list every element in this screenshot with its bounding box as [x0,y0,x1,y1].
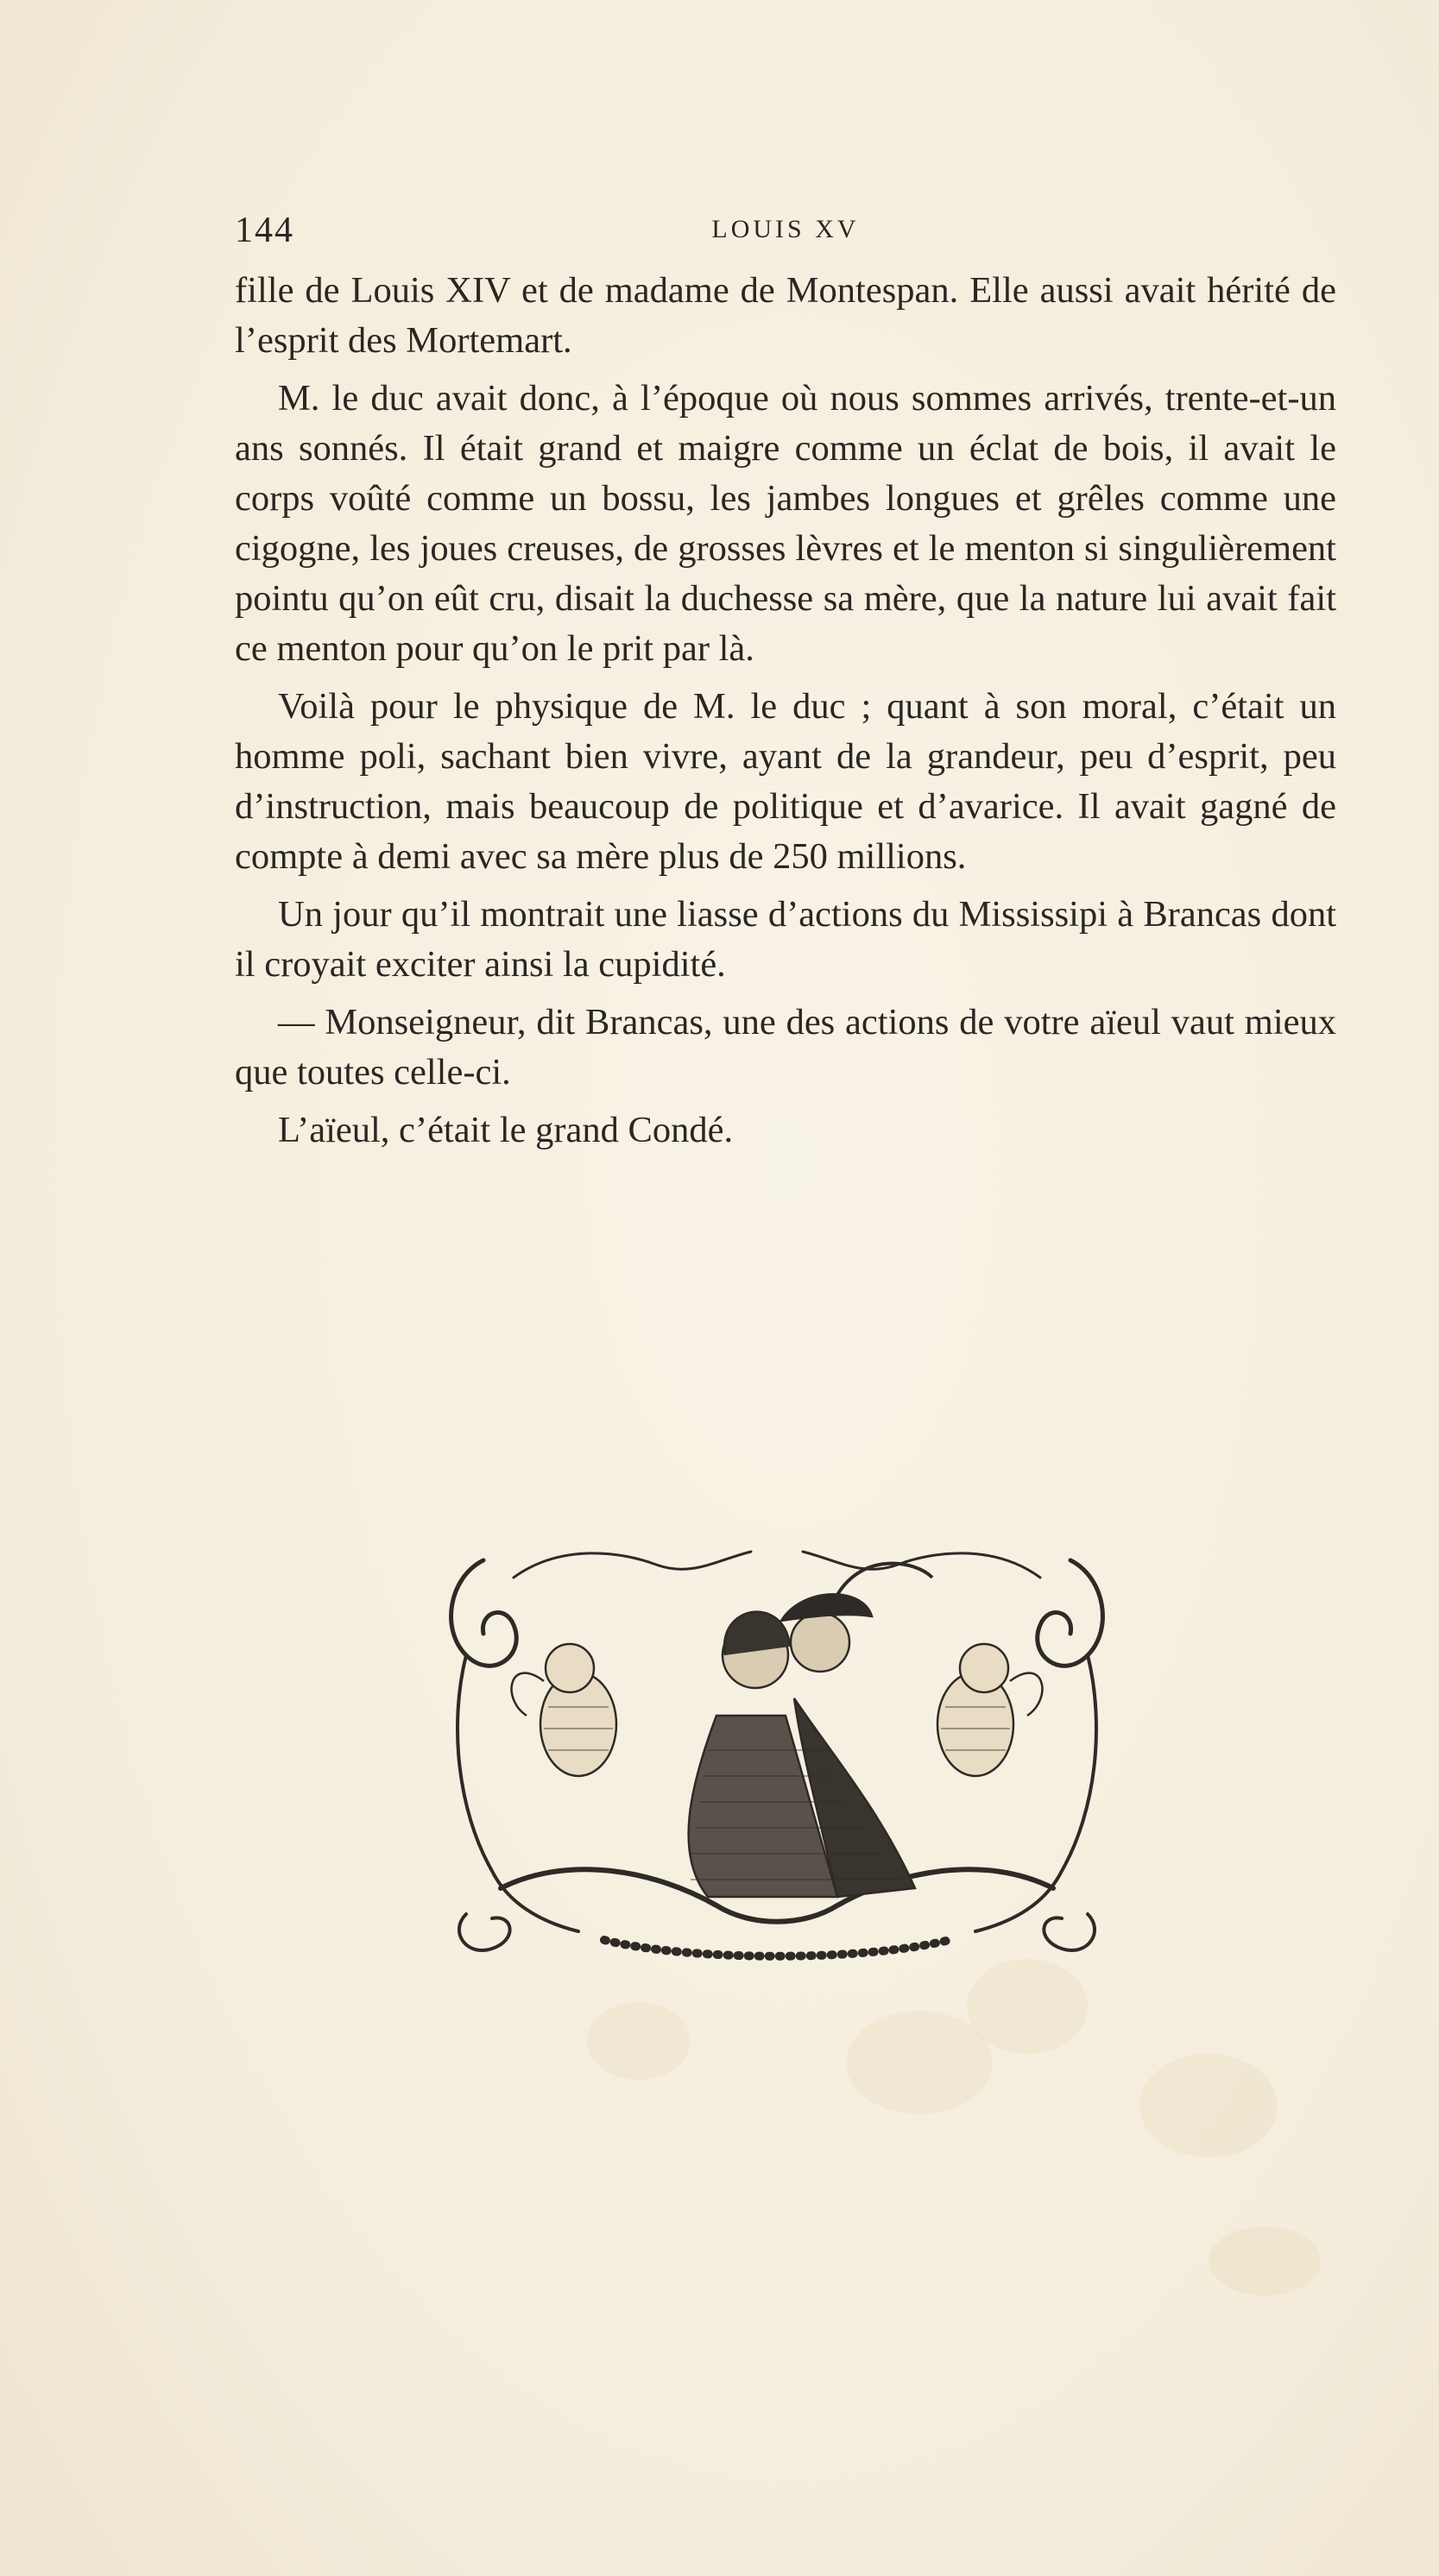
base-curl-left [459,1914,510,1950]
garland [604,1940,950,1956]
paper-stain [587,2002,691,2080]
cherub-left-head [546,1644,594,1692]
base-curl-right [1044,1914,1095,1950]
paragraph: Voilà pour le physique de M. le duc ; quant à son moral, c’était un homme poli, sachant bien vivre, ayant de la grandeur, peu d’esprit, peu d’instruction, mais beaucoup de politique et d’avarice. Il avait gagné de compte à demi avec sa mère plus de 250 millions. [235,686,1336,877]
paper-stain [1139,2054,1278,2157]
frame-top-right [803,1552,1040,1578]
page-number: 144 [235,211,294,250]
paragraph: Un jour qu’il montrait une liasse d’actions du Mississipi à Brancas dont il croyait exciter ainsi la cupidité. [235,894,1336,985]
paper-stain [1209,2226,1321,2296]
paper-stain [846,2011,993,2114]
running-title: LOUIS XV [711,215,860,243]
paragraph: — Monseigneur, dit Brancas, une des actions de votre aïeul vaut mieux que toutes celle-ci. [235,1002,1336,1093]
paragraph: M. le duc avait donc, à l’époque où nous sommes arrivés, trente-et-un ans sonnés. Il était grand et maigre comme un éclat de bois, il avait le corps voûté comme un bossu, les jambes longues et grêles comme une cigogne, les joues creuses, de grosses lèvres et le menton si singulièrement pointu qu’on eût cru, disait la duchesse sa mère, que la nature lui avait fait ce menton pour qu’on le prit par là. [235,378,1336,669]
cherub-left-wing [512,1673,544,1716]
cavalier-head [791,1613,849,1672]
acanthus-scroll-left [451,1560,517,1666]
acanthus-scroll-right [1038,1560,1103,1666]
cherub-right-wing [1010,1673,1042,1716]
paper-stain [967,1959,1088,2054]
paragraph: L’aïeul, c’était le grand Condé. [278,1110,734,1150]
tailpiece-engraving-icon [432,1526,1122,1966]
body-text [235,266,1336,1156]
frame-top-left [514,1552,751,1578]
page-header [235,210,1336,253]
cherub-right-head [960,1644,1008,1692]
paragraph: fille de Louis XIV et de madame de Montespan. Elle aussi avait hérité de l’esprit des Mortemart. [235,270,1336,361]
